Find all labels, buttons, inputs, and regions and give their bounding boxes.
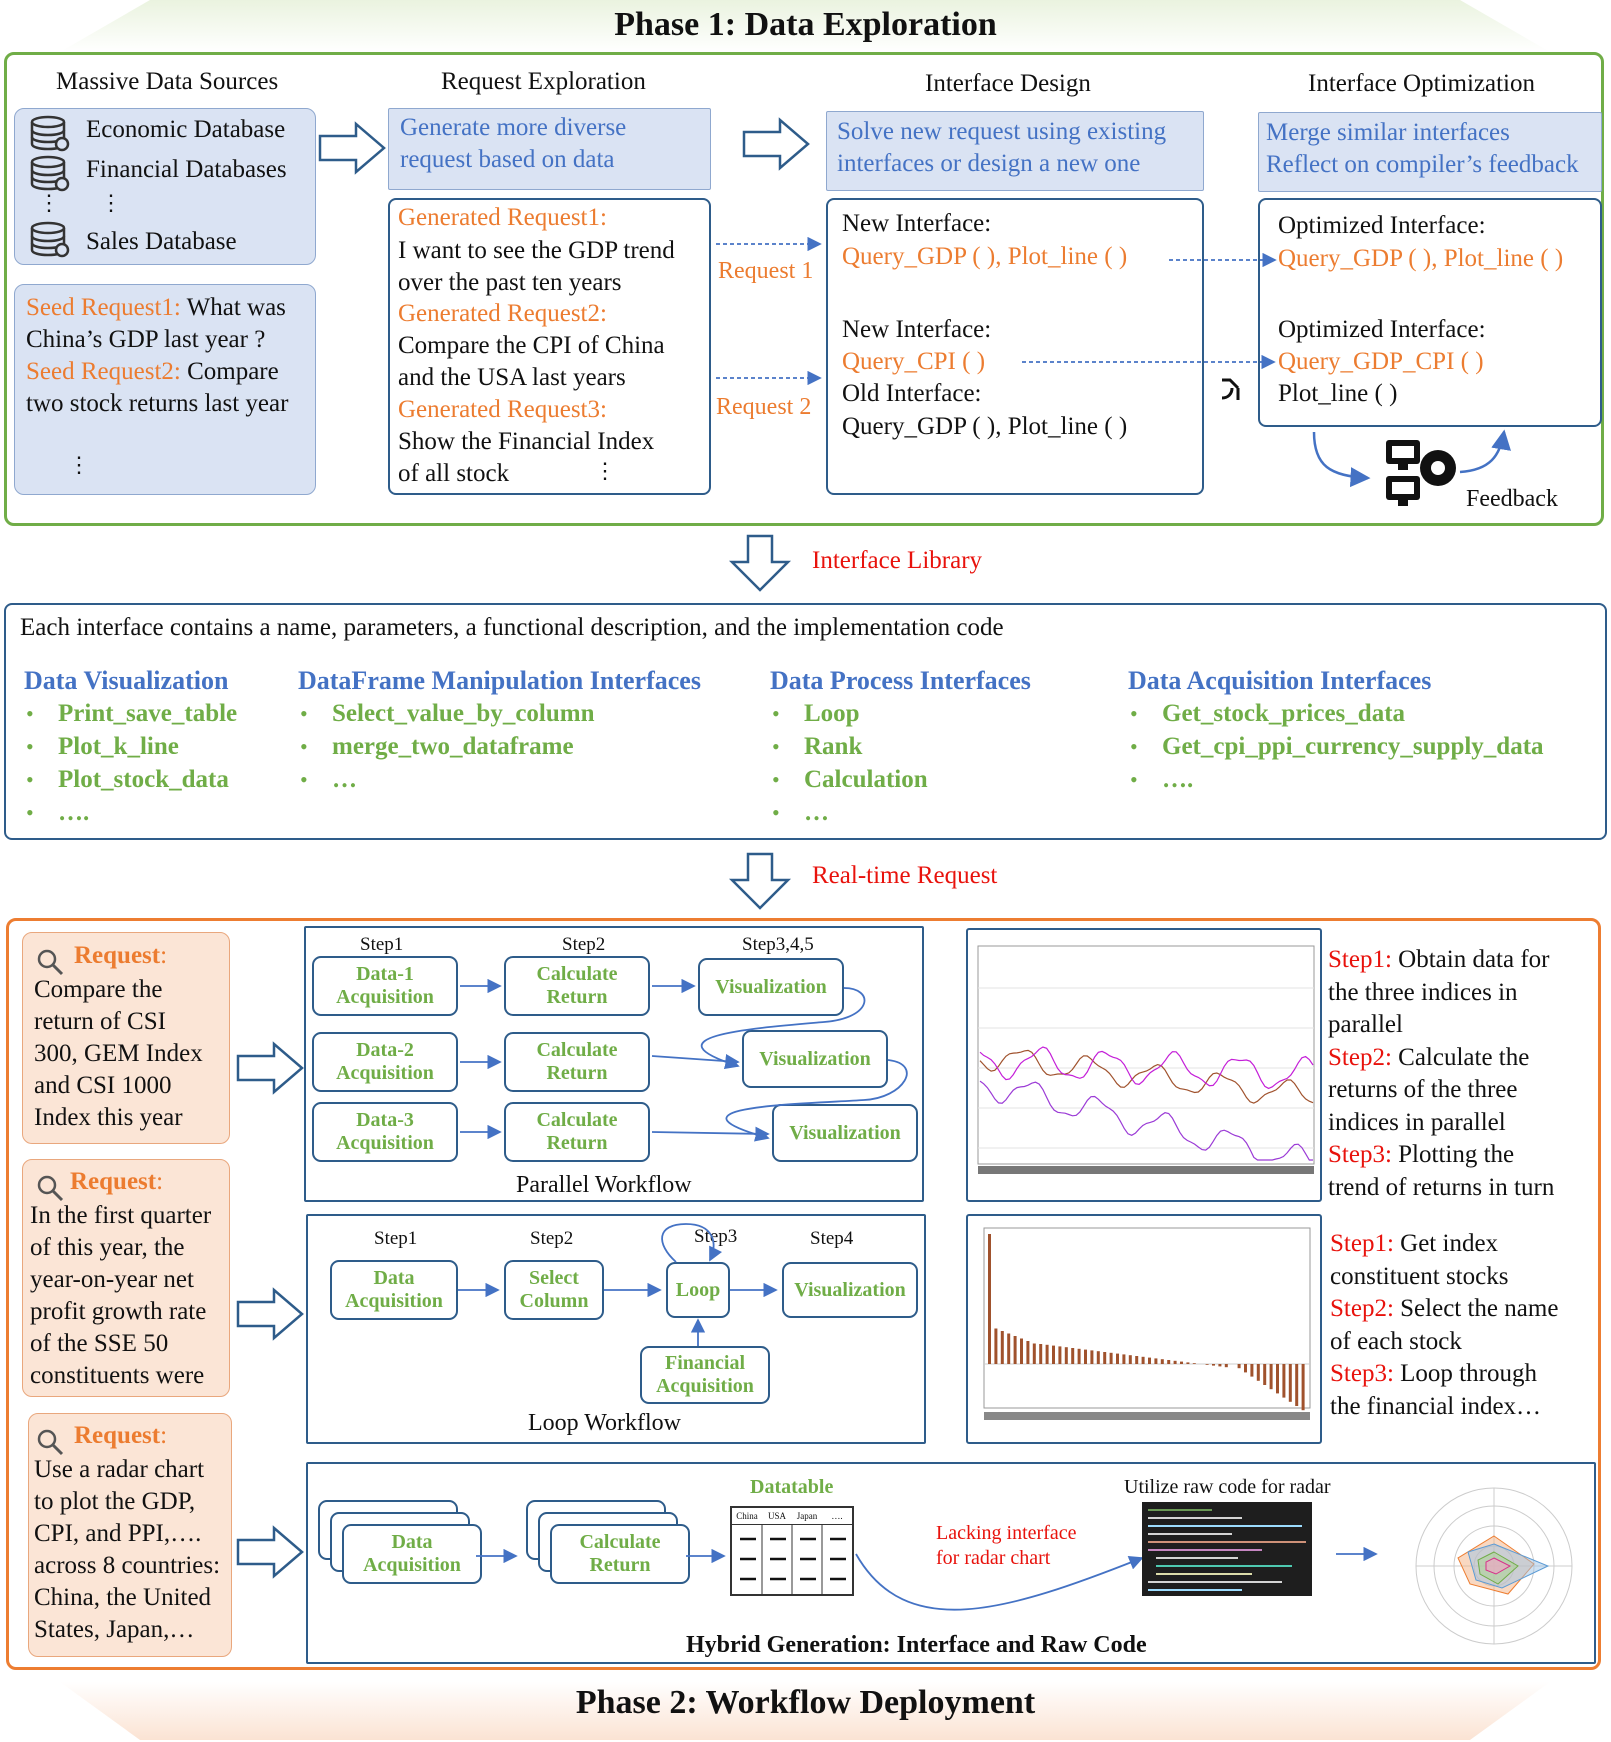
bar [1263,1364,1266,1385]
optimized-2-label: Optimized Interface: [1278,316,1486,343]
loop-data-acquisition: Data Acquisition [330,1260,458,1320]
library-bullet: • [1130,701,1138,726]
explanation-line: parallel [1328,1011,1403,1038]
library-bullet: • [772,734,780,759]
code-lines [1142,1502,1312,1596]
bar [1026,1341,1029,1364]
request-line: to plot the GDP, [34,1488,196,1515]
request-line: Index this year [34,1104,183,1131]
raw-code-label: Utilize raw code for radar [1124,1476,1331,1498]
search-icon [36,1428,64,1456]
library-group-title-2: Data Process Interfaces [770,666,1031,695]
hollow-arrow-right-2 [740,116,812,172]
loop-node: Loop [666,1262,730,1318]
merge-icon [1218,376,1246,404]
generated-dots: ⋮ [594,458,616,483]
hybrid-data-acquisition: Data Acquisition [342,1524,482,1584]
bar [1276,1364,1279,1393]
bar [1218,1364,1221,1366]
financial-acquisition: Financial Acquisition [640,1346,770,1404]
lacking-interface-line1: Lacking interface [936,1522,1077,1544]
library-group-title-0: Data Visualization [24,666,229,695]
bar [1167,1360,1170,1364]
request-line: States, Japan,… [34,1616,195,1643]
library-item: …. [1162,766,1194,793]
lacking-interface-line2: for radar chart [936,1547,1051,1569]
bar [1103,1352,1106,1364]
database-icons [28,112,74,262]
interface-library-label: Interface Library [812,547,983,574]
request-2-label: Request 2 [716,394,812,420]
explanation-line: Step1: Get index [1330,1230,1499,1257]
select-column: Select Column [504,1260,604,1320]
bar [1014,1336,1017,1364]
library-bullet: • [26,800,34,825]
optimization-heading: Interface Optimization [1308,70,1535,97]
library-item: Loop [804,700,860,727]
phase1-title: Phase 1: Data Exploration [614,6,997,43]
calculate-return-1: Calculate Return [504,956,650,1016]
bar [1148,1358,1151,1364]
explanation-line: the financial index… [1330,1392,1542,1420]
bar [1161,1359,1164,1364]
bar [1174,1361,1177,1364]
bar [1097,1351,1100,1364]
seed-request-2: Seed Request2: Compare [26,358,279,385]
bar [1090,1350,1093,1364]
source-sales: Sales Database [86,228,237,255]
hollow-arrow-parallel [234,1040,306,1096]
seed-request-2-cont: two stock returns last year [26,390,289,417]
request-line: constituents were [30,1362,205,1389]
hollow-arrow-loop [234,1286,306,1342]
library-item: … [332,766,357,793]
library-item: Calculation [804,766,928,793]
request-label: Request: [70,1168,164,1195]
bar [1135,1356,1138,1364]
request-line: Use a radar chart [34,1456,205,1483]
hollow-arrow-right-1 [316,120,388,176]
visualization-2: Visualization [742,1030,888,1088]
down-arrow-library [728,532,792,594]
library-intro: Each interface contains a name, parameters, a functional description, and the implementation code [20,614,1004,641]
bar [1154,1358,1157,1364]
loop-visualization: Visualization [782,1262,918,1318]
loop-step2: Step2 [530,1228,574,1249]
data-2-acquisition: Data-2 Acquisition [312,1032,458,1092]
library-item: Get_stock_prices_data [1162,700,1406,727]
bar [1244,1364,1247,1372]
design-new2-value: Query_CPI ( ) [842,348,986,375]
request-line: In the first quarter [30,1202,212,1229]
bar [994,1329,997,1365]
bar [1295,1364,1298,1406]
request-dashed-arrows [712,230,827,390]
hybrid-calculate-return: Calculate Return [550,1524,690,1584]
request-line: return of CSI [34,1008,166,1035]
data-3-acquisition: Data-3 Acquisition [312,1102,458,1162]
realtime-request-label: Real-time Request [812,862,998,889]
visualization-3: Visualization [772,1104,918,1162]
generated-request-2-line2: and the USA last years [398,364,626,391]
sources-dots-left: ⋮ [38,190,60,215]
bar [1084,1350,1087,1364]
calculate-return-2: Calculate Return [504,1032,650,1092]
exploration-desc-1: Generate more diverse [400,114,627,141]
bar [1058,1346,1061,1364]
bar [1193,1363,1196,1364]
explanation-line: Step3: Loop through [1330,1360,1537,1387]
library-group-title-3: Data Acquisition Interfaces [1128,666,1432,695]
explanation-line: of each stock [1330,1327,1462,1355]
request-line: Compare the [34,976,163,1003]
parallel-step345: Step3,4,5 [742,934,814,955]
bar [1039,1344,1042,1364]
library-item: … [804,799,829,826]
design-heading: Interface Design [925,70,1091,97]
bar [1257,1364,1260,1381]
generated-request-3-line2: of all stock [398,460,510,487]
library-bullet: • [300,701,308,726]
request-line: of this year, the [30,1234,185,1261]
explanation-line: constituent stocks [1330,1262,1509,1290]
bar [1142,1357,1145,1364]
library-item: Plot_stock_data [58,766,229,793]
library-bullet: • [300,767,308,792]
optimization-desc-1: Merge similar interfaces [1266,119,1510,146]
datatable-header-usa: USA [767,1511,786,1521]
explanation-line: Step2: Select the name [1330,1295,1559,1322]
explanation-line: indices in parallel [1328,1108,1506,1136]
bar [1225,1364,1228,1367]
optimized-2-extra: Plot_line ( ) [1278,380,1398,407]
datatable-header-more: …. [831,1511,843,1521]
bar [1001,1331,1004,1364]
library-item: …. [58,799,90,826]
optimized-1-value: Query_GDP ( ), Plot_line ( ) [1278,245,1564,272]
explanation-line: the three indices in [1328,978,1518,1006]
design-old-value: Query_GDP ( ), Plot_line ( ) [842,413,1128,440]
bar [1065,1347,1068,1364]
request-line: 300, GEM Index [34,1040,203,1067]
bar-chart [966,1214,1322,1444]
design-new1-label: New Interface: [842,210,992,237]
feedback-label: Feedback [1466,486,1558,512]
explanation-line: returns of the three [1328,1076,1518,1103]
bar [1020,1339,1023,1365]
phase2-title: Phase 2: Workflow Deployment [575,1684,1036,1721]
library-item: Get_cpi_ppi_currency_supply_data [1162,733,1544,760]
bar [1282,1364,1285,1398]
exploration-desc-2: request based on data [400,146,615,173]
request-line: and CSI 1000 [34,1072,172,1099]
explanation-line: trend of returns in turn [1328,1173,1555,1201]
library-bullet: • [1130,734,1138,759]
bar [1052,1346,1055,1364]
optimized-1-label: Optimized Interface: [1278,212,1486,239]
request-line: China, the United [34,1584,212,1611]
library-bullet: • [772,800,780,825]
loop-workflow-title: Loop Workflow [528,1410,681,1436]
explanation-line: Step1: Obtain data for [1328,946,1550,973]
bar [1250,1364,1253,1377]
datatable-header-china: China [736,1511,758,1521]
bar [1078,1349,1081,1364]
visualization-1: Visualization [698,958,844,1016]
bar [1206,1364,1209,1365]
design-old-label: Old Interface: [842,380,982,407]
generated-request-1-label: Generated Request1: [398,204,607,231]
bar [1007,1334,1010,1365]
library-item: Plot_k_line [58,733,179,760]
parallel-workflow-title: Parallel Workflow [516,1172,692,1198]
library-bullet: • [26,701,34,726]
request-line: across 8 countries: [34,1552,221,1579]
bar [1270,1364,1273,1389]
bar [988,1234,991,1364]
hollow-arrow-hybrid [234,1524,306,1580]
seed-request-1-cont: China’s GDP last year ? [26,326,266,353]
generated-request-3-label: Generated Request3: [398,396,607,423]
radar-chart [1398,1474,1588,1650]
parallel-step1: Step1 [360,934,404,955]
optimization-desc-2: Reflect on compiler’s feedback [1266,151,1579,178]
explanation-line: Step2: Calculate the [1328,1043,1530,1071]
library-item: merge_two_dataframe [332,733,574,760]
request-line: of the SSE 50 [30,1330,169,1357]
search-icon [36,1174,64,1202]
bar [1033,1344,1036,1365]
sources-heading: Massive Data Sources [56,68,279,95]
library-group-title-1: DataFrame Manipulation Interfaces [298,666,701,695]
bar [1180,1362,1183,1364]
parallel-arrows [304,926,924,1202]
hybrid-title: Hybrid Generation: Interface and Raw Code [686,1632,1147,1658]
bar [1238,1364,1241,1368]
generated-request-1-line1: I want to see the GDP trend [398,237,675,264]
parallel-step2: Step2 [562,934,606,955]
seed-request-1: Seed Request1: What was [26,294,286,321]
calculate-return-3: Calculate Return [504,1102,650,1162]
request-label: Request: [74,1422,168,1449]
design-desc-2: interfaces or design a new one [837,150,1141,177]
source-economic: Economic Database [86,116,286,143]
bar [1122,1354,1125,1364]
search-icon [36,948,64,976]
library-item: Print_save_table [58,700,238,727]
generated-request-3-line1: Show the Financial Index [398,428,655,455]
loop-step3: Step3 [694,1226,738,1247]
down-arrow-realtime [728,850,792,912]
line-chart [966,928,1322,1202]
request-line: year-on-year net [30,1266,194,1293]
bar [1071,1348,1074,1364]
library-bullet: • [300,734,308,759]
library-bullet: • [772,701,780,726]
library-bullet: • [772,767,780,792]
library-item: Rank [804,733,863,760]
library-bullet: • [26,734,34,759]
library-item: Select_value_by_column [332,700,595,727]
generated-request-2-label: Generated Request2: [398,300,607,327]
design-desc-1: Solve new request using existing [837,118,1167,145]
bar [1289,1364,1292,1402]
bar [1212,1364,1215,1366]
library-bullet: • [1130,767,1138,792]
seed-dots: ⋮ [68,452,90,477]
optimized-2-value: Query_GDP_CPI ( ) [1278,348,1484,375]
datatable-header-japan: Japan [796,1511,818,1521]
sources-dots-right: ⋮ [100,190,122,215]
bar [1116,1354,1119,1364]
loop-step4: Step4 [810,1228,854,1249]
bar [1186,1362,1189,1364]
bar [1110,1353,1113,1364]
data-1-acquisition: Data-1 Acquisition [312,956,458,1016]
design-new2-label: New Interface: [842,316,992,343]
bar [1302,1364,1305,1410]
raw-code-snippet [1142,1502,1312,1596]
request-1-label: Request 1 [718,258,814,284]
bar [1046,1345,1049,1364]
design-new1-value: Query_GDP ( ), Plot_line ( ) [842,243,1128,270]
request-line: profit growth rate [30,1298,207,1325]
library-bullet: • [26,767,34,792]
explanation-line: Step3: Plotting the [1328,1141,1515,1168]
generated-request-2-line1: Compare the CPI of China [398,332,665,359]
loop-step1: Step1 [374,1228,418,1249]
bar [1129,1355,1132,1364]
exploration-heading: Request Exploration [441,68,646,95]
source-financial: Financial Databases [86,156,287,183]
request-label: Request: [74,942,168,969]
request-line: CPI, and PPI,…. [34,1520,202,1547]
merge-dashed-arrow [1020,352,1282,372]
generated-request-1-line2: over the past ten years [398,269,622,296]
datatable-label: Datatable [750,1476,834,1498]
